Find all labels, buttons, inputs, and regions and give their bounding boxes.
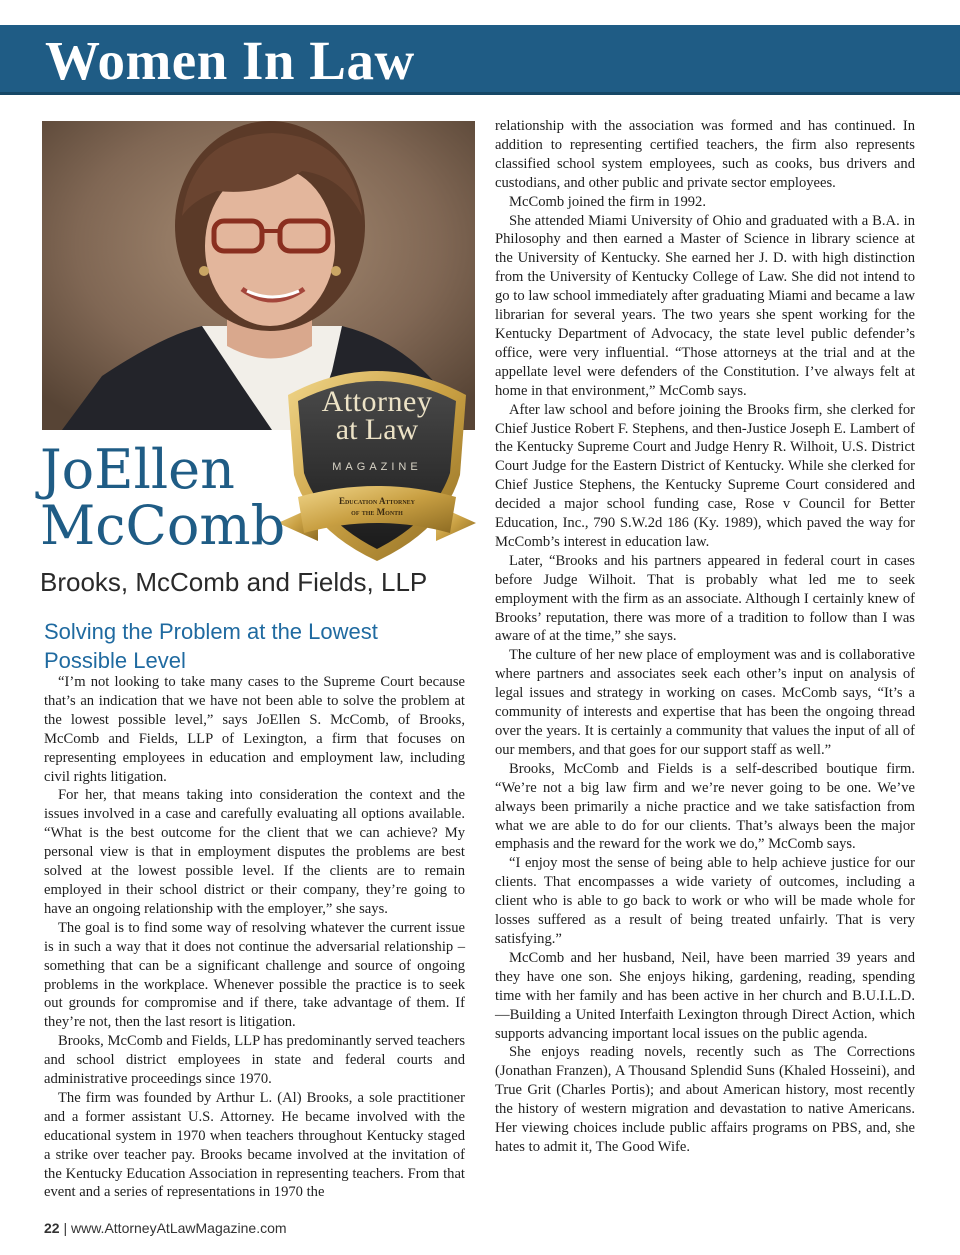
attorney-first-name: JoEllen bbox=[40, 438, 235, 501]
badge-ribbon-line1: Education Attorney bbox=[338, 496, 416, 506]
article-subhead: Solving the Problem at the Lowest Possible Level bbox=[44, 619, 378, 673]
firm-name: Brooks, McComb and Fields, LLP bbox=[40, 567, 428, 597]
badge-ribbon-text bbox=[274, 496, 480, 518]
attorney-at-law-badge bbox=[274, 355, 480, 567]
article-column-left bbox=[44, 673, 465, 1202]
paragraph: Later, “Brooks and his partners appeared in federal court in cases before Judge Wilhoit. That is probably what led me to seek employment with the firm as an associate. Although I certainly knew of Brooks’ reputation, there was more of a tradition to follow than I was aware of at the time,” she says. bbox=[495, 552, 915, 645]
paragraph: The goal is to find some way of resolving whatever the current issue is in such a way that it does not continue the adversarial relationship – something that can be a significant challenge and source of ongoing problems in the workplace. Whenever possible the practice is to seek out grounds for compromise and if there, take advantage of them. If they’re not, then the last resort is litigation. bbox=[44, 919, 465, 1031]
paragraph: The culture of her new place of employment was and is collaborative where partners and associates seek each other’s input on analysis of legal issues and strategy in working on cases. McComb says, “It’s a community of interests and expertise that has been the ongoing thread over the years. It is certainly a community that values the input of all of our members, and that goes for our support staff as well.” bbox=[495, 647, 915, 758]
paragraph: For her, that means taking into consideration the context and the issues involved in a case and carefully evaluating all options available. “What is the best outcome for the client that we can achieve? My personal view is that in employment disputes the problems are best solved at the lowest possible level. If the clients are to remain employed in their school district or their company, they’re going to have an ongoing relationship with the employer,” she says. bbox=[44, 787, 465, 917]
article-column-right bbox=[495, 117, 915, 1157]
attorney-name bbox=[40, 438, 286, 557]
footer-url-link[interactable]: www.AttorneyAtLawMagazine.com bbox=[71, 1220, 287, 1236]
attorney-last-name: McComb bbox=[40, 494, 286, 557]
section-title: Women In Law bbox=[45, 30, 415, 91]
paragraph: relationship with the association was formed and has continued. In addition to representing certified teachers, the firm also represents classified school system employees, such as cooks, bus drivers and custodians, and other public and private sector employees. bbox=[495, 118, 915, 191]
badge-title-line1: Attorney bbox=[321, 385, 433, 418]
top-margin bbox=[0, 0, 960, 25]
paragraph: Brooks, McComb and Fields, LLP has predominantly served teachers and school district employees in state and federal courts and administrative proceedings since 1970. bbox=[44, 1033, 465, 1088]
paragraph: After law school and before joining the Brooks firm, she clerked for Chief Justice Robert F. Stephens, and then-Justice Joseph E. Lambert of the Kentucky Supreme Court and Judge Henry R. Wilhoit, U.S. District Court Judge for the Eastern District of Kentucky. While she clerked for Chief Justice Stephens, the Kentucky Supreme Court considered and decided a major school funding case, Rose v Council for Better Education, Inc., 790 S.W.2d 186 (Ky. 1989), which paved the way for McComb’s interest in education law. bbox=[495, 401, 915, 550]
section-banner bbox=[0, 25, 960, 95]
footer-separator: | bbox=[63, 1220, 68, 1236]
paragraph: Brooks, McComb and Fields is a self-described boutique firm. “We’re not a big law firm and we’re never going to be one. We’ve always been primarily a niche practice and we take satisfaction from what we are able to do for our clients. That’s always been the major emphasis and the reward for the work we do,” McComb says. bbox=[495, 760, 915, 853]
badge-ribbon-line2: of the Month bbox=[351, 507, 403, 517]
paragraph: The firm was founded by Arthur L. (Al) Brooks, a sole practitioner and a former assistant U.S. Attorney. He became involved with the educational system in 1970 when teachers throughout Kentucky staged a strike over teacher pay. Brooks became involved at the invitation of the Kentucky Education Association in representing teachers. From that event and a series of representations in 1970 the bbox=[44, 1089, 465, 1201]
paragraph: McComb joined the firm in 1992. bbox=[509, 193, 706, 210]
paragraph: “I’m not looking to take many cases to the Supreme Court because that’s an indication that we have not been able to solve the problem at the lowest possible level,” says JoEllen S. McComb, of Brooks, McComb and Fields, LLP of Lexington, a firm that focuses on representing employees in education and employment law, including civil rights litigation. bbox=[44, 674, 465, 785]
page-footer bbox=[44, 1220, 287, 1236]
page-number: 22 bbox=[44, 1220, 60, 1236]
paragraph: McComb and her husband, Neil, have been married 39 years and they have one son. She enjoys hiking, gardening, reading, spending time with her family and has been active in her church and B.U.I.L.D.—Building a United Interfaith Lexington through Direct Action, which supports advancing important local issues on the public agenda. bbox=[495, 949, 915, 1042]
badge-title-line2: at Law bbox=[335, 413, 419, 446]
paragraph: She enjoys reading novels, recently such as The Corrections (Jonathan Franzen), A Thousand Splendid Suns (Khaled Hosseini), and True Grit (Charles Portis); and about American history, most recently the history of western migration and devastation to native Americans. Her viewing choices include public affairs programs on PBS, and, she hates to admit it, The Good Wife. bbox=[495, 1044, 915, 1155]
badge-magazine-label: MAGAZINE bbox=[332, 461, 422, 473]
paragraph: “I enjoy most the sense of being able to help achieve justice for our clients. That encompasses a wide variety of outcomes, including a client who is able to go back to work or who will be made whole for losses suffered as a result of being treated unfairly. That is very satisfying.” bbox=[495, 855, 915, 947]
paragraph: She attended Miami University of Ohio and graduated with a B.A. in Philosophy and then earned a Master of Science in library science at the University of Kentucky. She earned her J. D. with high distinction from the University of Kentucky College of Law. She did not intend to go to law school immediately after graduating Miami and became a law librarian for several years. The two years she spent working for the Kentucky Department of Advocacy, the state level public defender’s office, were very influential. “Those attorneys at the trial and at the appellate level were defenders of the Constitution. I’ve always felt at home in that environment,” McComb says. bbox=[495, 212, 915, 399]
